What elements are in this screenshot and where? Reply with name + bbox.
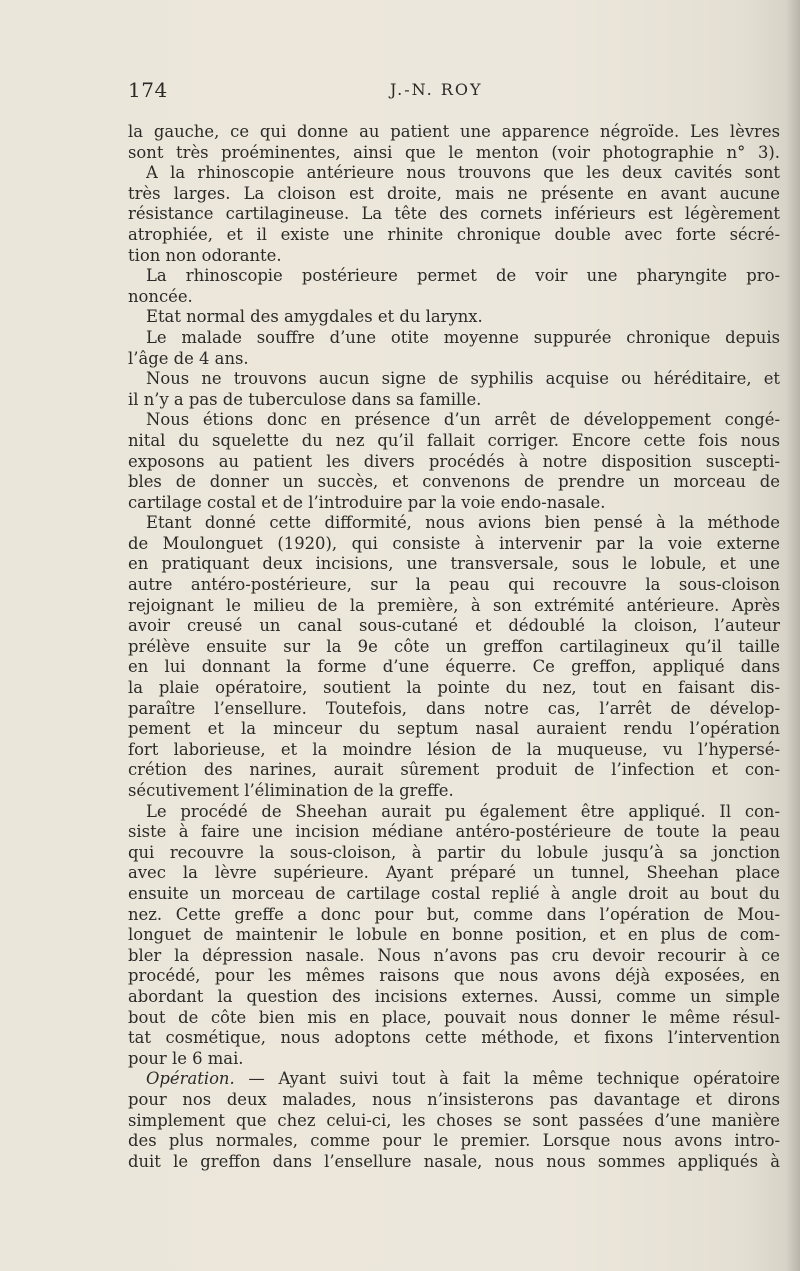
text-line-content: pement et la minceur du septum nasal auraient rendu l’opération — [128, 719, 780, 739]
text-line-content: prélève ensuite sur la 9e côte un greffon cartilagineux qu’il taille — [128, 636, 780, 656]
text-line — [128, 946, 780, 967]
text-line-content: procédé, pour les mêmes raisons que nous avons déjà exposées, en — [128, 966, 780, 986]
text-line-content: qui recouvre la sous-cloison, à partir du lobule jusqu’à sa jonction — [128, 842, 780, 862]
text-line — [128, 925, 780, 946]
text-line — [128, 781, 780, 802]
text-line-content: autre antéro-postérieure, sur la peau qui recouvre la sous-cloison — [128, 575, 780, 595]
text-line — [128, 760, 780, 781]
text-line-content: Etant donné cette difformité, nous avions bien pensé à la méthode — [146, 513, 780, 533]
page-edge-shadow — [786, 0, 800, 1271]
text-line-content: pour le 6 mai. — [128, 1048, 244, 1068]
text-line — [128, 1131, 780, 1152]
text-line-content: siste à faire une incision médiane antéro-postérieure de toute la peau — [128, 822, 780, 842]
text-line — [128, 699, 780, 720]
text-line-content: cartilage costal et de l’introduire par la voie endo-nasale. — [128, 492, 606, 512]
text-line-content: rejoignant le milieu de la première, à son extrémité antérieure. Après — [128, 595, 780, 615]
text-line-content: nez. Cette greffe a donc pour but, comme dans l’opération de Mou- — [128, 904, 780, 924]
text-line — [128, 1111, 780, 1132]
text-line — [128, 369, 780, 390]
text-line — [128, 328, 780, 349]
text-line — [128, 410, 780, 431]
text-line — [128, 225, 780, 246]
text-line — [128, 246, 780, 267]
text-line — [128, 266, 780, 287]
text-line — [128, 472, 780, 493]
text-line — [128, 122, 780, 143]
text-line — [128, 884, 780, 905]
text-line-content: Nous étions donc en présence d’un arrêt de développement congé- — [146, 410, 780, 430]
body-text — [128, 122, 780, 1172]
text-line-content: bler la dépression nasale. Nous n’avons pas cru devoir recourir à ce — [128, 945, 780, 965]
text-line — [128, 184, 780, 205]
text-line-content: pour nos deux malades, nous n’insisterons pas davantage et dirons — [128, 1089, 780, 1109]
running-head: J.-N. ROY — [390, 80, 483, 99]
text-line — [128, 843, 780, 864]
text-line-content: Nous ne trouvons aucun signe de syphilis acquise ou héréditaire, et — [146, 369, 780, 389]
text-line-content: en pratiquant deux incisions, une transversale, sous le lobule, et une — [128, 554, 780, 574]
text-line — [128, 431, 780, 452]
text-line-content: Le procédé de Sheehan aurait pu également être appliqué. Il con- — [146, 801, 780, 821]
text-line-content: ensuite un morceau de cartilage costal replié à angle droit au bout du — [128, 883, 780, 903]
text-line — [128, 637, 780, 658]
text-line — [128, 719, 780, 740]
text-line — [128, 616, 780, 637]
text-line-content: tion non odorante. — [128, 245, 282, 265]
text-line — [128, 966, 780, 987]
text-line — [128, 1028, 780, 1049]
text-line — [128, 987, 780, 1008]
text-line — [128, 287, 780, 308]
page-header — [128, 78, 688, 108]
text-line — [128, 307, 780, 328]
text-line-content: atrophiée, et il existe une rhinite chronique double avec forte sécré- — [128, 224, 780, 244]
text-line-content: bles de donner un succès, et convenons de prendre un morceau de — [128, 472, 780, 492]
text-line-content: crétion des narines, aurait sûrement produit de l’infection et con- — [128, 760, 780, 780]
text-line — [128, 863, 780, 884]
text-line — [128, 163, 780, 184]
text-line-content: la gauche, ce qui donne au patient une apparence négroïde. Les lèvres — [128, 122, 780, 141]
text-line — [128, 349, 780, 370]
text-line-content: de Moulonguet (1920), qui consiste à intervenir par la voie externe — [128, 533, 780, 553]
text-line-content: sont très proéminentes, ainsi que le menton (voir photographie n° 3). — [128, 142, 780, 162]
text-line — [128, 452, 780, 473]
text-line-content: — Ayant suivi tout à fait la même technique opératoire — [234, 1069, 780, 1089]
text-line — [128, 390, 780, 411]
text-line-content: fort laborieuse, et la moindre lésion de la muqueuse, vu l’hypersé- — [128, 739, 780, 759]
text-line-content: simplement que chez celui-ci, les choses se sont passées d’une manière — [128, 1110, 780, 1130]
text-line — [128, 905, 780, 926]
text-line-content: abordant la question des incisions externes. Aussi, comme un simple — [128, 986, 780, 1006]
text-line — [128, 802, 780, 823]
text-line-content: noncée. — [128, 286, 193, 306]
page-number: 174 — [128, 78, 168, 102]
text-line-content: Le malade souffre d’une otite moyenne suppurée chronique depuis — [146, 327, 780, 347]
text-line — [128, 1090, 780, 1111]
text-line-content: nital du squelette du nez qu’il fallait corriger. Encore cette fois nous — [128, 430, 780, 450]
text-line-content: l’âge de 4 ans. — [128, 348, 249, 368]
text-line — [128, 596, 780, 617]
text-line — [128, 678, 780, 699]
text-line-content: tat cosmétique, nous adoptons cette méthode, et fixons l’intervention — [128, 1028, 780, 1048]
text-line-content: la plaie opératoire, soutient la pointe du nez, tout en faisant dis- — [128, 678, 780, 698]
text-line — [128, 534, 780, 555]
text-line-content: avoir creusé un canal sous-cutané et dédoublé la cloison, l’auteur — [128, 616, 780, 636]
text-line-content: sécutivement l’élimination de la greffe. — [128, 781, 454, 800]
text-line-content: paraître l’ensellure. Toutefois, dans notre cas, l’arrêt de dévelop- — [128, 698, 780, 718]
text-line-content: il n’y a pas de tuberculose dans sa famille. — [128, 389, 482, 409]
text-line-content: très larges. La cloison est droite, mais ne présente en avant aucune — [128, 183, 780, 203]
text-line — [128, 1008, 780, 1029]
text-line-content: duit le greffon dans l’ensellure nasale, nous nous sommes appliqués à — [128, 1151, 780, 1171]
text-line — [128, 554, 780, 575]
text-line — [128, 575, 780, 596]
text-line-content: Etat normal des amygdales et du larynx. — [146, 307, 483, 327]
text-line-content: résistance cartilagineuse. La tête des cornets inférieurs est légèrement — [128, 204, 780, 224]
section-heading-italic: Opération. — [146, 1069, 235, 1089]
text-line — [128, 513, 780, 534]
text-line — [128, 1152, 780, 1173]
text-line — [128, 204, 780, 225]
text-line-content: exposons au patient les divers procédés à notre disposition suscepti- — [128, 451, 780, 471]
text-line-content: La rhinoscopie postérieure permet de voir une pharyngite pro- — [146, 266, 780, 286]
text-line — [128, 143, 780, 164]
text-line — [128, 1069, 780, 1090]
text-line-content: bout de côte bien mis en place, pouvait nous donner le même résul- — [128, 1007, 780, 1027]
text-line-content: des plus normales, comme pour le premier. Lorsque nous avons intro- — [128, 1131, 780, 1151]
text-line — [128, 493, 780, 514]
text-line-content: en lui donnant la forme d’une équerre. Ce greffon, appliqué dans — [128, 657, 780, 677]
text-line — [128, 740, 780, 761]
text-line-content: avec la lèvre supérieure. Ayant préparé un tunnel, Sheehan place — [128, 863, 780, 883]
text-line-content: A la rhinoscopie antérieure nous trouvons que les deux cavités sont — [146, 163, 780, 183]
text-line — [128, 822, 780, 843]
text-line — [128, 1049, 780, 1070]
text-line-content: longuet de maintenir le lobule en bonne position, et en plus de com- — [128, 925, 780, 945]
text-line — [128, 657, 780, 678]
